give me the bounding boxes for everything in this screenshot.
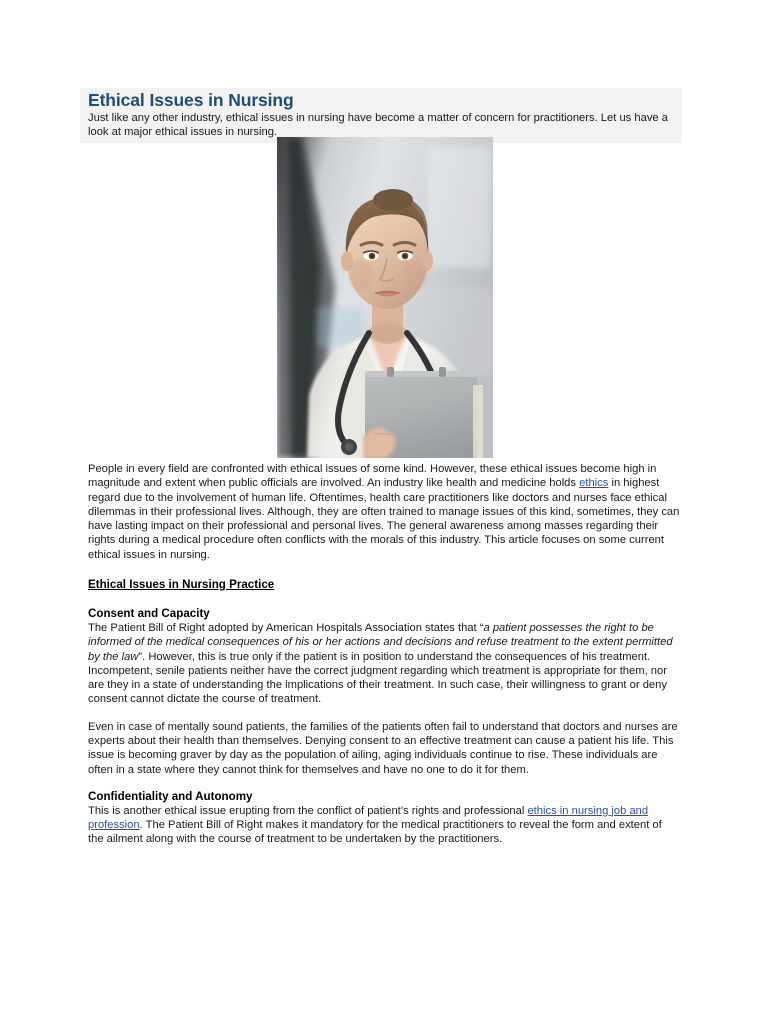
article-body [88, 462, 680, 860]
consent-paragraph-2: Even in case of mentally sound patients, the families of the patients often fail to understand that doctors and nurses are experts about their health than themselves. Denying consent to an effective treatment can cause a patient his life. This issue is becoming graver by day as the population of ailing, aging individuals continue to rise. These individuals are often in a state where they cannot think for themselves and have no one to do it for them. [88, 720, 678, 776]
consent-paragraph-1-part-a: The Patient Bill of Right adopted by American Hospitals Association states that “ [88, 621, 484, 634]
section-heading-practice: Ethical Issues in Nursing Practice [88, 577, 275, 591]
nurse-photo [277, 137, 493, 458]
ethics-link[interactable]: ethics [579, 477, 609, 490]
page-title: Ethical Issues in Nursing [88, 90, 294, 110]
nurse-photo-graphic [277, 137, 493, 458]
consent-paragraph-1-part-b: ”. However, this is true only if the patient is in position to understand the consequences of his treatment. Incompetent, senile patients neither have the correct judgment regarding which treatment is appropriate for them, nor are they in a state of understanding the implications of their treatment. In such case, their willingness to grant or deny consent cannot dictate the course of treatment. [88, 650, 667, 706]
consent-paragraph-1 [88, 621, 680, 707]
subsection-heading-confidentiality: Confidentiality and Autonomy [88, 789, 253, 803]
opening-paragraph [88, 462, 680, 562]
intro-paragraph: Just like any other industry, ethical issues in nursing have become a matter of concern for practitioners. Let us have a look at major ethical issues in nursing. [88, 112, 668, 139]
ethics-in-nursing-job-link[interactable]: ethics in nursing job and profession [88, 804, 649, 832]
practice-heading-wrap [88, 575, 680, 607]
confidentiality-paragraph-part-a: This is another ethical issue erupting from the conflict of patient’s rights and professional [88, 804, 528, 817]
confidentiality-paragraph-part-b: . The Patient Bill of Right makes it mandatory for the medical practitioners to reveal the form and extent of the ailment along with the course of treatment to be undertaken by the practitioners. [88, 819, 662, 846]
document-header-band [80, 88, 682, 143]
opening-paragraph-part-a: People in every field are confronted with ethical issues of some kind. However, these ethical issues become high in magnitude and extent when public officials are involved. An industry like health and medicine holds [88, 463, 657, 490]
subsection-heading-consent: Consent and Capacity [88, 606, 210, 620]
confidentiality-paragraph [88, 804, 680, 847]
opening-paragraph-part-b: in highest regard due to the involvement of human life. Oftentimes, health care practitioners like doctors and nurses face ethical dilemmas in their professional lives. Although, they are often trained to manage issues of this kind, sometimes, they can have lasting impact on their professional and personal lives. The general awareness among masses regarding their rights during a medical procedure often conflicts with the morals of this industry. This article focuses on some current ethical issues in nursing. [88, 477, 680, 561]
patient-bill-quote: a patient possesses the right to be informed of the medical consequences of his or her actions and decisions and refuse treatment to the extent permitted by the law [88, 621, 673, 663]
